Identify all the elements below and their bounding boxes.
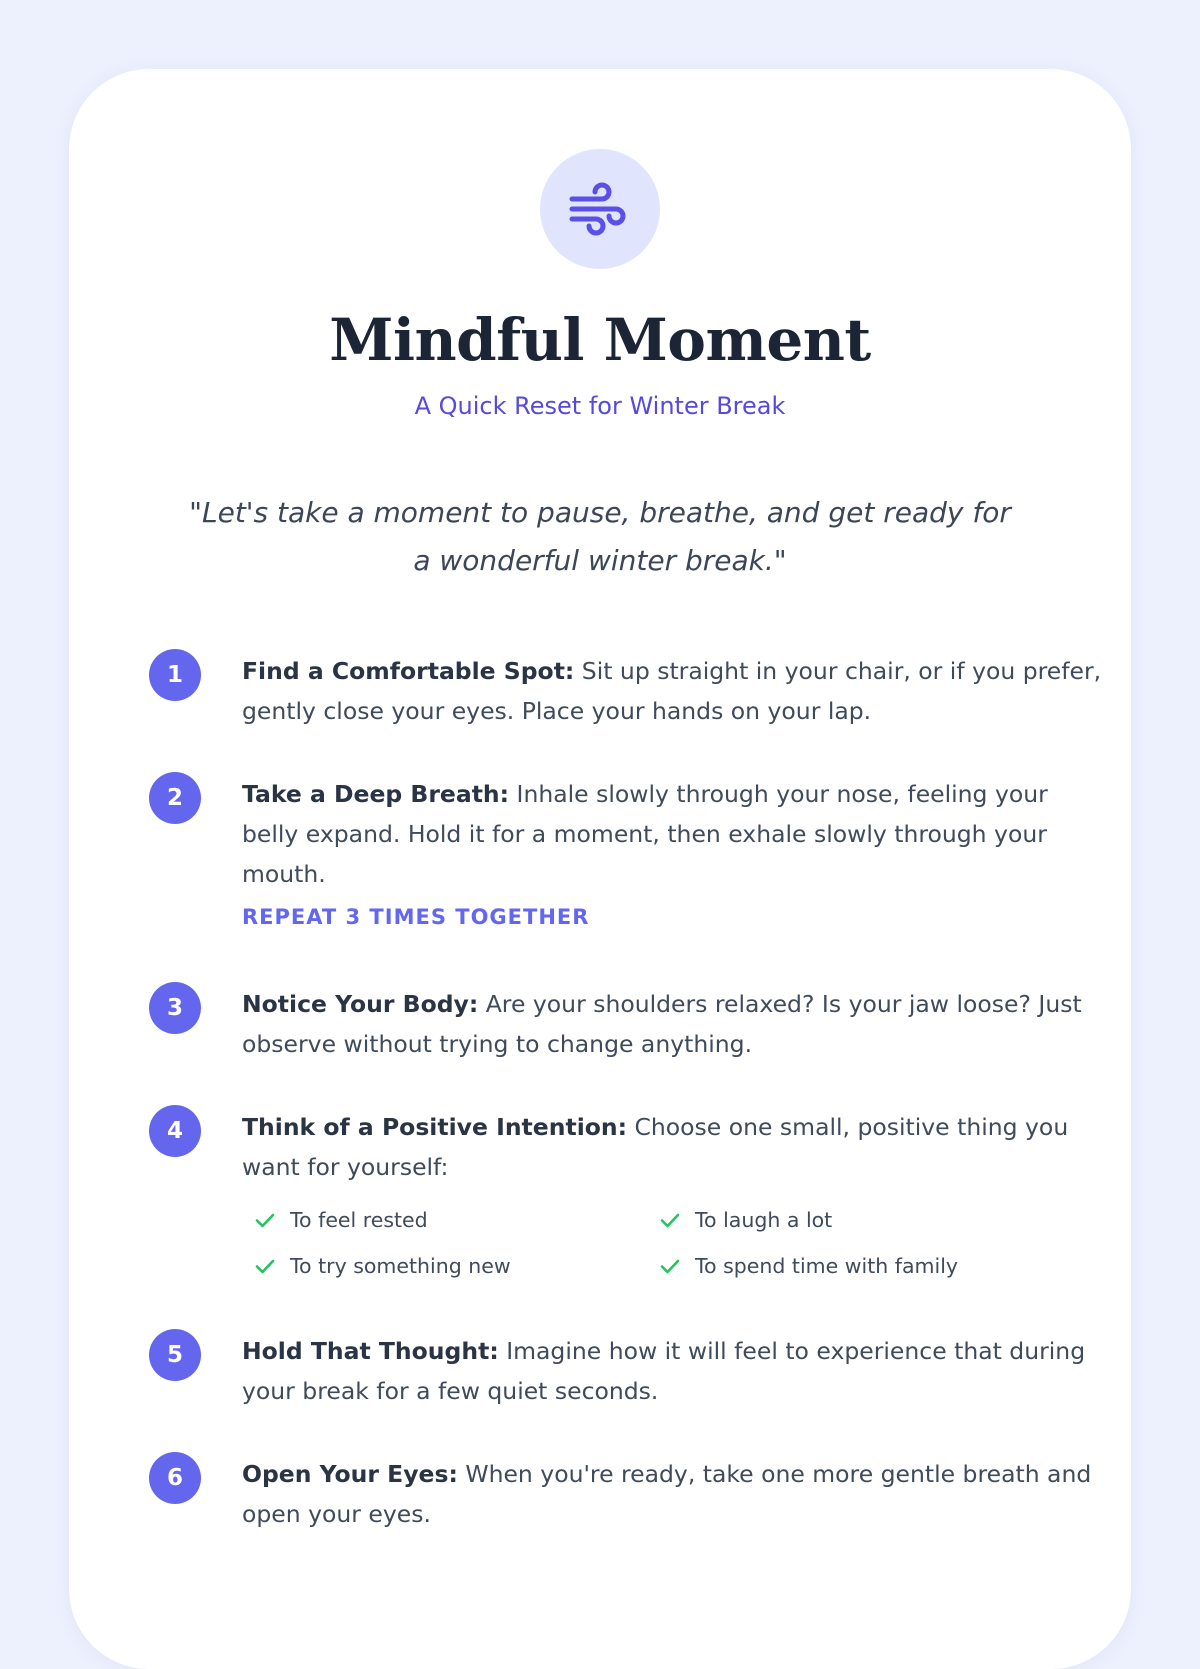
step-description: When you're ready, take one more gentle breath and open your eyes. xyxy=(242,1460,1092,1528)
step-6 xyxy=(149,1452,1109,1552)
step-text xyxy=(242,982,1109,1064)
wind-icon xyxy=(568,177,632,241)
check-icon xyxy=(254,1209,276,1231)
step-number: 2 xyxy=(149,772,201,824)
steps-list xyxy=(149,649,1109,1552)
intention-options xyxy=(254,1205,1109,1281)
list-item xyxy=(254,1205,659,1235)
step-number: 3 xyxy=(149,982,201,1034)
step-text xyxy=(242,649,1109,731)
option-label: To feel rested xyxy=(290,1208,428,1232)
step-4 xyxy=(149,1105,1109,1329)
repeat-note: REPEAT 3 TIMES TOGETHER xyxy=(242,905,590,929)
mindful-moment-card xyxy=(69,69,1131,1669)
step-3 xyxy=(149,982,1109,1105)
option-label: To laugh a lot xyxy=(695,1208,833,1232)
check-icon xyxy=(659,1255,681,1277)
step-title: Find a Comfortable Spot: xyxy=(242,657,575,685)
step-text xyxy=(242,1105,1109,1281)
step-description: Choose one small, positive thing you want for yourself: xyxy=(242,1113,1069,1181)
step-description: Sit up straight in your chair, or if you prefer, gently close your eyes. Place your hands on your lap. xyxy=(242,657,1102,725)
list-item xyxy=(254,1251,659,1281)
step-title: Hold That Thought: xyxy=(242,1337,499,1365)
intro-quote: "Let's take a moment to pause, breathe, and get ready for a wonderful winter break." xyxy=(189,496,1011,577)
step-number: 5 xyxy=(149,1329,201,1381)
step-description: Are your shoulders relaxed? Is your jaw loose? Just observe without trying to change anything. xyxy=(242,990,1082,1058)
step-description: Inhale slowly through your nose, feeling your belly expand. Hold it for a moment, then exhale slowly through your mouth. xyxy=(242,780,1048,888)
step-number: 4 xyxy=(149,1105,201,1157)
step-title: Take a Deep Breath: xyxy=(242,780,510,808)
step-text xyxy=(242,1452,1109,1534)
icon-badge xyxy=(540,149,660,269)
step-number: 1 xyxy=(149,649,201,701)
step-title: Notice Your Body: xyxy=(242,990,479,1018)
step-description: Imagine how it will feel to experience that during your break for a few quiet seconds. xyxy=(242,1337,1086,1405)
step-5 xyxy=(149,1329,1109,1452)
step-text xyxy=(242,772,1109,932)
option-label: To spend time with family xyxy=(695,1254,959,1278)
option-label: To try something new xyxy=(290,1254,511,1278)
step-text xyxy=(242,1329,1109,1411)
page-title: Mindful Moment xyxy=(329,306,871,374)
page-subtitle: A Quick Reset for Winter Break xyxy=(414,392,786,420)
step-title: Open Your Eyes: xyxy=(242,1460,458,1488)
check-icon xyxy=(659,1209,681,1231)
check-icon xyxy=(254,1255,276,1277)
step-1 xyxy=(149,649,1109,772)
step-number: 6 xyxy=(149,1452,201,1504)
step-2 xyxy=(149,772,1109,982)
step-title: Think of a Positive Intention: xyxy=(242,1113,628,1141)
list-item xyxy=(659,1205,1039,1235)
list-item xyxy=(659,1251,1039,1281)
